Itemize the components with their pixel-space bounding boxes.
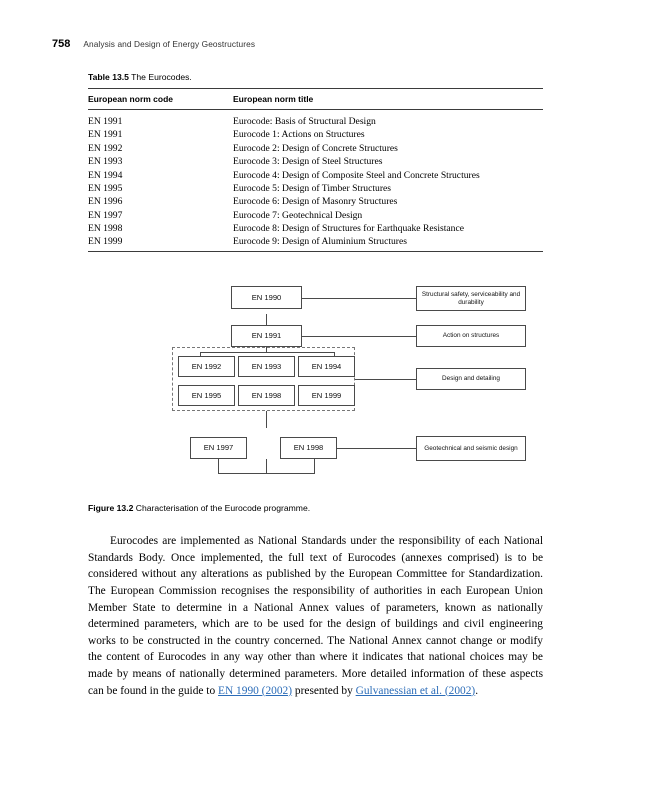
table-caption (88, 72, 543, 82)
running-head (52, 38, 596, 50)
page-number: 758 (52, 38, 71, 50)
reference-link-en1990[interactable]: EN 1990 (2002) (218, 684, 293, 697)
cell-title: Eurocode 6: Design of Masonry Structures (233, 196, 398, 208)
table-row (88, 168, 543, 181)
cell-code: EN 1991 (88, 129, 123, 141)
table-header-code: European norm code (88, 89, 233, 110)
reference-link-gulvanessian[interactable]: Gulvanessian et al. (2002) (355, 684, 476, 697)
book-title: Analysis and Design of Energy Geostructures (83, 39, 256, 49)
cell-code: EN 1993 (88, 156, 123, 168)
table-caption-text: The Eurocodes. (131, 72, 192, 82)
connector-group-row1 (200, 352, 334, 353)
node-en1998-upper: EN 1998 (238, 385, 295, 406)
connector-to-design (355, 379, 416, 380)
cell-title: Eurocode 2: Design of Concrete Structures (233, 142, 398, 154)
table-row (88, 195, 543, 208)
paragraph (88, 533, 543, 699)
node-en1994: EN 1994 (298, 356, 355, 377)
cell-code: EN 1997 (88, 209, 123, 221)
table-body (88, 110, 543, 252)
connector-bottom-bar (218, 473, 315, 474)
annotation-design-and-detailing: Design and detailing (416, 368, 526, 390)
table-header-row (88, 89, 543, 110)
cell-code: EN 1991 (88, 116, 123, 127)
table-row (88, 235, 543, 252)
annotation-action-on-structures: Action on structures (416, 325, 526, 347)
node-en1999: EN 1999 (298, 385, 355, 406)
paragraph-part-2: presented by (292, 684, 356, 697)
node-en1990: EN 1990 (231, 286, 302, 309)
table-row (88, 208, 543, 221)
connector-vertical-spine-4 (266, 459, 267, 473)
connector-bottom-left (218, 459, 219, 473)
table-row (88, 155, 543, 168)
connector-to-actions (302, 336, 416, 337)
connector-to-geotech (337, 448, 416, 449)
table-row (88, 222, 543, 235)
table-row (88, 182, 543, 195)
cell-code: EN 1999 (88, 236, 123, 248)
cell-code: EN 1995 (88, 182, 123, 194)
connector-to-safety (302, 298, 416, 299)
figure-caption-label: Figure 13.2 (88, 503, 134, 513)
figure-caption-text: Characterisation of the Eurocode programme. (135, 503, 311, 513)
cell-title: Eurocode 5: Design of Timber Structures (233, 182, 392, 194)
table-head (88, 89, 543, 110)
cell-title: Eurocode 8: Design of Structures for Earthquake Resistance (233, 223, 464, 234)
cell-title: Eurocode 3: Design of Steel Structures (233, 156, 383, 168)
node-en1993: EN 1993 (238, 356, 295, 377)
cell-title: Eurocode 7: Geotechnical Design (233, 209, 363, 221)
cell-code: EN 1996 (88, 196, 123, 208)
eurocodes-table (88, 88, 543, 252)
paragraph-part-1: Eurocodes are implemented as National Standards under the responsibility of each National Standards Body. Once implemented, the full text of Eurocodes (annexes comprised) is to be considered without any alterations as published by the European Committee for Standardization. The European Commission recognises the responsibility of authorities in each European Union Member State to determine in a National Annex values of parameters, known as nationally determined parameters, which are to be used for the design of buildings and civil engineering works to be constructed in the country concerned. The National Annex cannot change or modify the content of Eurocodes in any way other than where it indicates that national choices may be made by means of nationally determined parameters. More detailed information of these aspects can be found in the guide to (88, 535, 543, 697)
table-row (88, 128, 543, 141)
table-row (88, 142, 543, 155)
cell-title: Eurocode 9: Design of Aluminium Structures (233, 236, 407, 248)
cell-title: Eurocode: Basis of Structural Design (233, 116, 376, 127)
figure-caption (88, 503, 558, 513)
connector-vertical-spine-3 (266, 411, 267, 428)
cell-code: EN 1994 (88, 169, 123, 181)
cell-title: Eurocode 4: Design of Composite Steel and Concrete Structures (233, 169, 480, 181)
eurocode-programme-diagram (88, 282, 543, 497)
node-en1997: EN 1997 (190, 437, 247, 459)
table-header-title: European norm title (233, 89, 543, 110)
cell-title: Eurocode 1: Actions on Structures (233, 129, 365, 141)
node-en1992: EN 1992 (178, 356, 235, 377)
node-en1995: EN 1995 (178, 385, 235, 406)
connector-bottom-right (314, 459, 315, 473)
node-en1991: EN 1991 (231, 325, 302, 347)
node-en1998-lower: EN 1998 (280, 437, 337, 459)
annotation-geotechnical-seismic: Geotechnical and seismic design (416, 436, 526, 461)
annotation-structural-safety: Structural safety, serviceability and durability (416, 286, 526, 311)
table-caption-label: Table 13.5 (88, 72, 129, 82)
table-row (88, 110, 543, 129)
cell-code: EN 1992 (88, 142, 123, 154)
body-text (88, 533, 543, 699)
paragraph-part-3: . (475, 684, 479, 697)
cell-code: EN 1998 (88, 223, 123, 234)
table-block (88, 72, 543, 252)
